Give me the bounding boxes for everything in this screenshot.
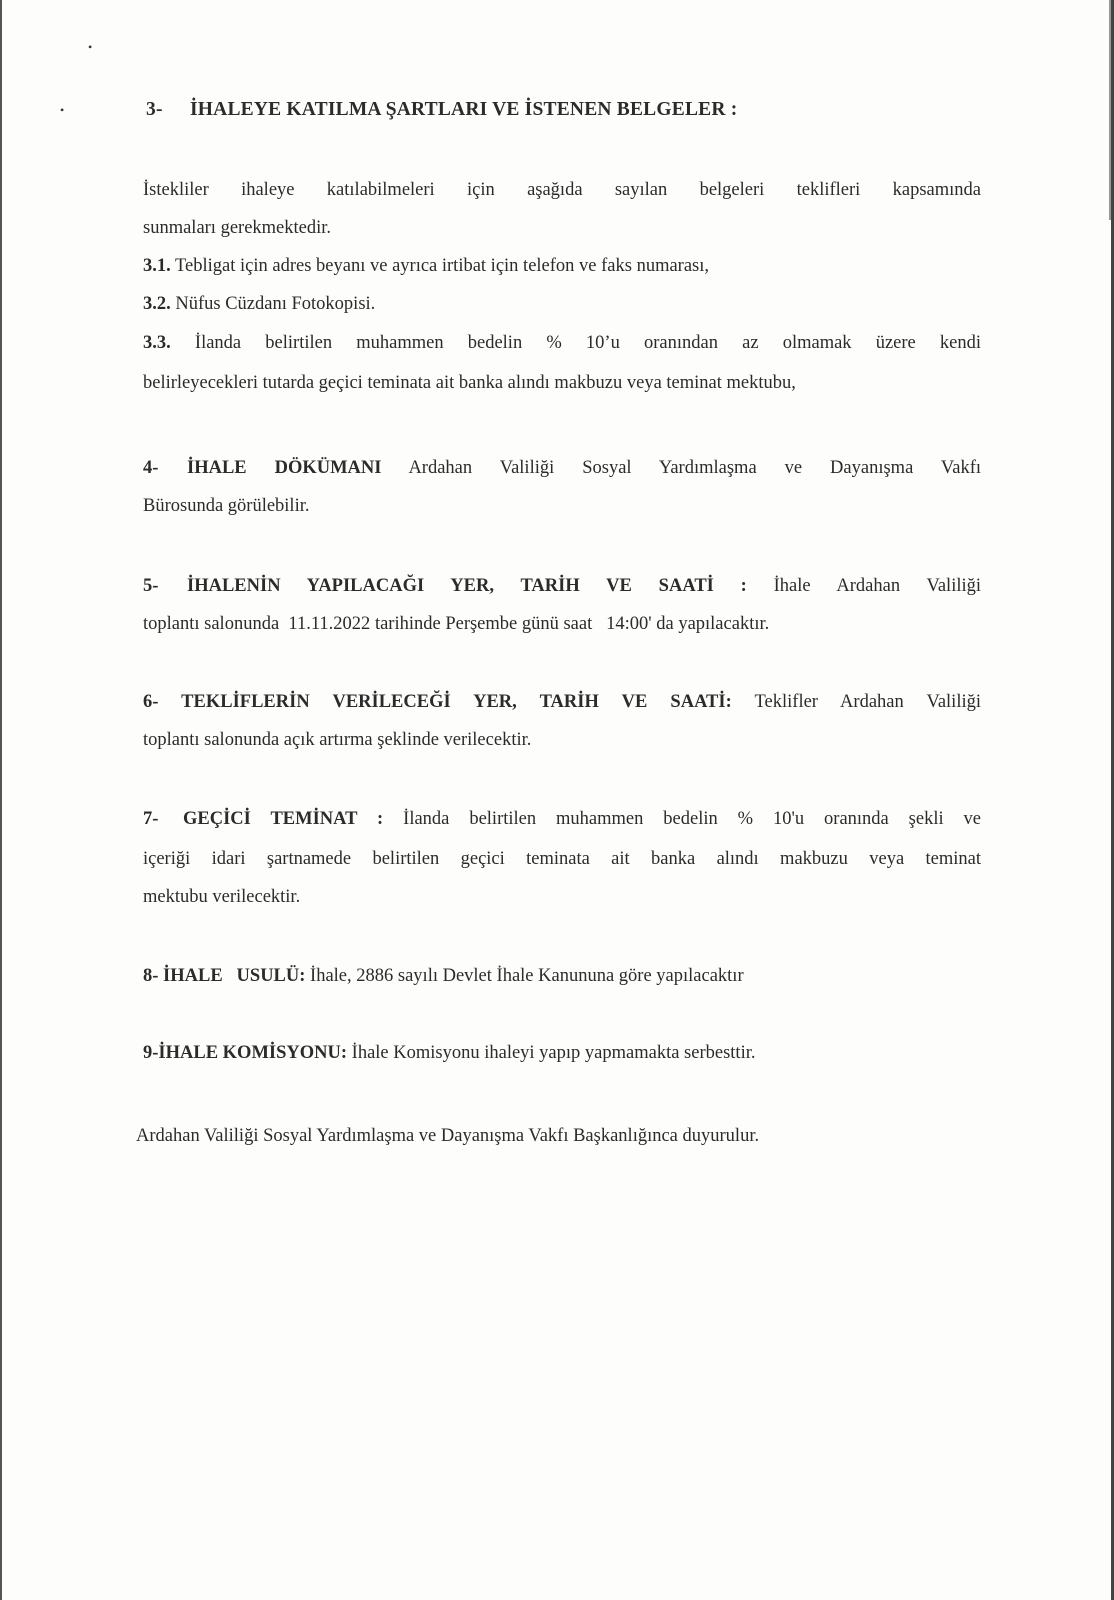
section-9-line	[143, 1043, 755, 1064]
section-5-line-2	[143, 614, 769, 635]
scan-speck: •	[88, 40, 93, 54]
closing-line: Ardahan Valiliği Sosyal Yardımlaşma ve Dayanışma Vakfı Başkanlığınca duyurulur.	[136, 1126, 760, 1146]
section-text: Bürosunda görülebilir.	[143, 496, 310, 516]
section-3-heading	[146, 99, 737, 121]
section-number: 3-	[146, 99, 163, 120]
section-title: İHALE DÖKÜMANI	[187, 458, 382, 478]
item-text: Nüfus Cüzdanı Fotokopisi.	[175, 294, 376, 314]
section-text: toplantı salonunda	[143, 614, 280, 634]
list-item-3-3-cont: belirleyecekleri tutarda geçici teminata ait banka alındı makbuzu veya teminat mektubu,	[143, 373, 796, 393]
intro-line: İstekliler ihaleye katılabilmeleri için aşağıda sayılan belgeleri teklifleri kapsamında	[143, 180, 981, 200]
section-text: Teklifler Ardahan Valiliği	[754, 692, 981, 712]
auction-time: 14:00'	[606, 614, 652, 634]
section-8-line	[143, 966, 744, 987]
scan-edge-shadow	[1109, 0, 1111, 220]
scan-edge-left	[0, 0, 2, 1600]
section-text: toplantı salonunda açık artırma şeklinde verilecektir.	[143, 730, 532, 750]
list-item-3-3	[143, 333, 981, 354]
section-text: içeriği idari şartnamede belirtilen geçici teminata ait banka alındı makbuzu veya teminat	[143, 849, 981, 869]
item-text: İlanda belirtilen muhammen bedelin % 10’u oranından az olmamak üzere kendi	[194, 333, 982, 353]
section-number: 5-	[143, 576, 159, 596]
section-title: GEÇİCİ TEMİNAT :	[183, 809, 384, 829]
item-number: 3.2.	[143, 294, 171, 314]
section-4-line	[143, 458, 981, 479]
item-number: 3.3.	[143, 333, 171, 353]
item-text: Tebligat için adres beyanı ve ayrıca irtibat için telefon ve faks numarası,	[175, 256, 710, 276]
section-number: 7-	[143, 809, 159, 829]
section-text: mektubu verilecektir.	[143, 887, 301, 907]
auction-date: 11.11.2022	[288, 614, 371, 634]
list-item-3-1	[143, 256, 709, 277]
list-item-3-2	[143, 294, 375, 315]
section-text: İlanda belirtilen muhammen bedelin % 10'u oranında şekli ve	[403, 809, 982, 829]
item-number: 3.1.	[143, 256, 171, 276]
section-text: Ardahan Valiliği Sosyal Yardımlaşma ve Dayanışma Vakfı	[408, 458, 981, 478]
section-number: 4-	[143, 458, 159, 478]
section-5-line	[143, 576, 981, 597]
scan-speck: •	[60, 103, 65, 117]
section-title: İHALEYE KATILMA ŞARTLARI VE İSTENEN BELGELER :	[190, 99, 738, 120]
intro-line: sunmaları gerekmektedir.	[143, 218, 332, 238]
section-title: 8- İHALE USULÜ:	[143, 966, 306, 986]
section-title: 6- TEKLİFLERİN VERİLECEĞİ YER, TARİH VE SAATİ:	[143, 692, 732, 712]
section-text: İhale Komisyonu ihaleyi yapıp yapmamakta serbesttir.	[351, 1043, 756, 1063]
section-7-line	[143, 809, 981, 830]
section-title: İHALENİN YAPILACAĞI YER, TARİH VE SAATİ :	[187, 576, 747, 596]
section-title: 9-İHALE KOMİSYONU:	[143, 1043, 348, 1063]
section-6-line	[143, 692, 981, 713]
section-text: da yapılacaktır.	[656, 614, 770, 634]
section-text: İhale, 2886 sayılı Devlet İhale Kanununa göre yapılacaktır	[310, 966, 744, 986]
section-text: İhale Ardahan Valiliği	[773, 576, 981, 596]
section-text: tarihinde Perşembe günü saat	[374, 614, 593, 634]
